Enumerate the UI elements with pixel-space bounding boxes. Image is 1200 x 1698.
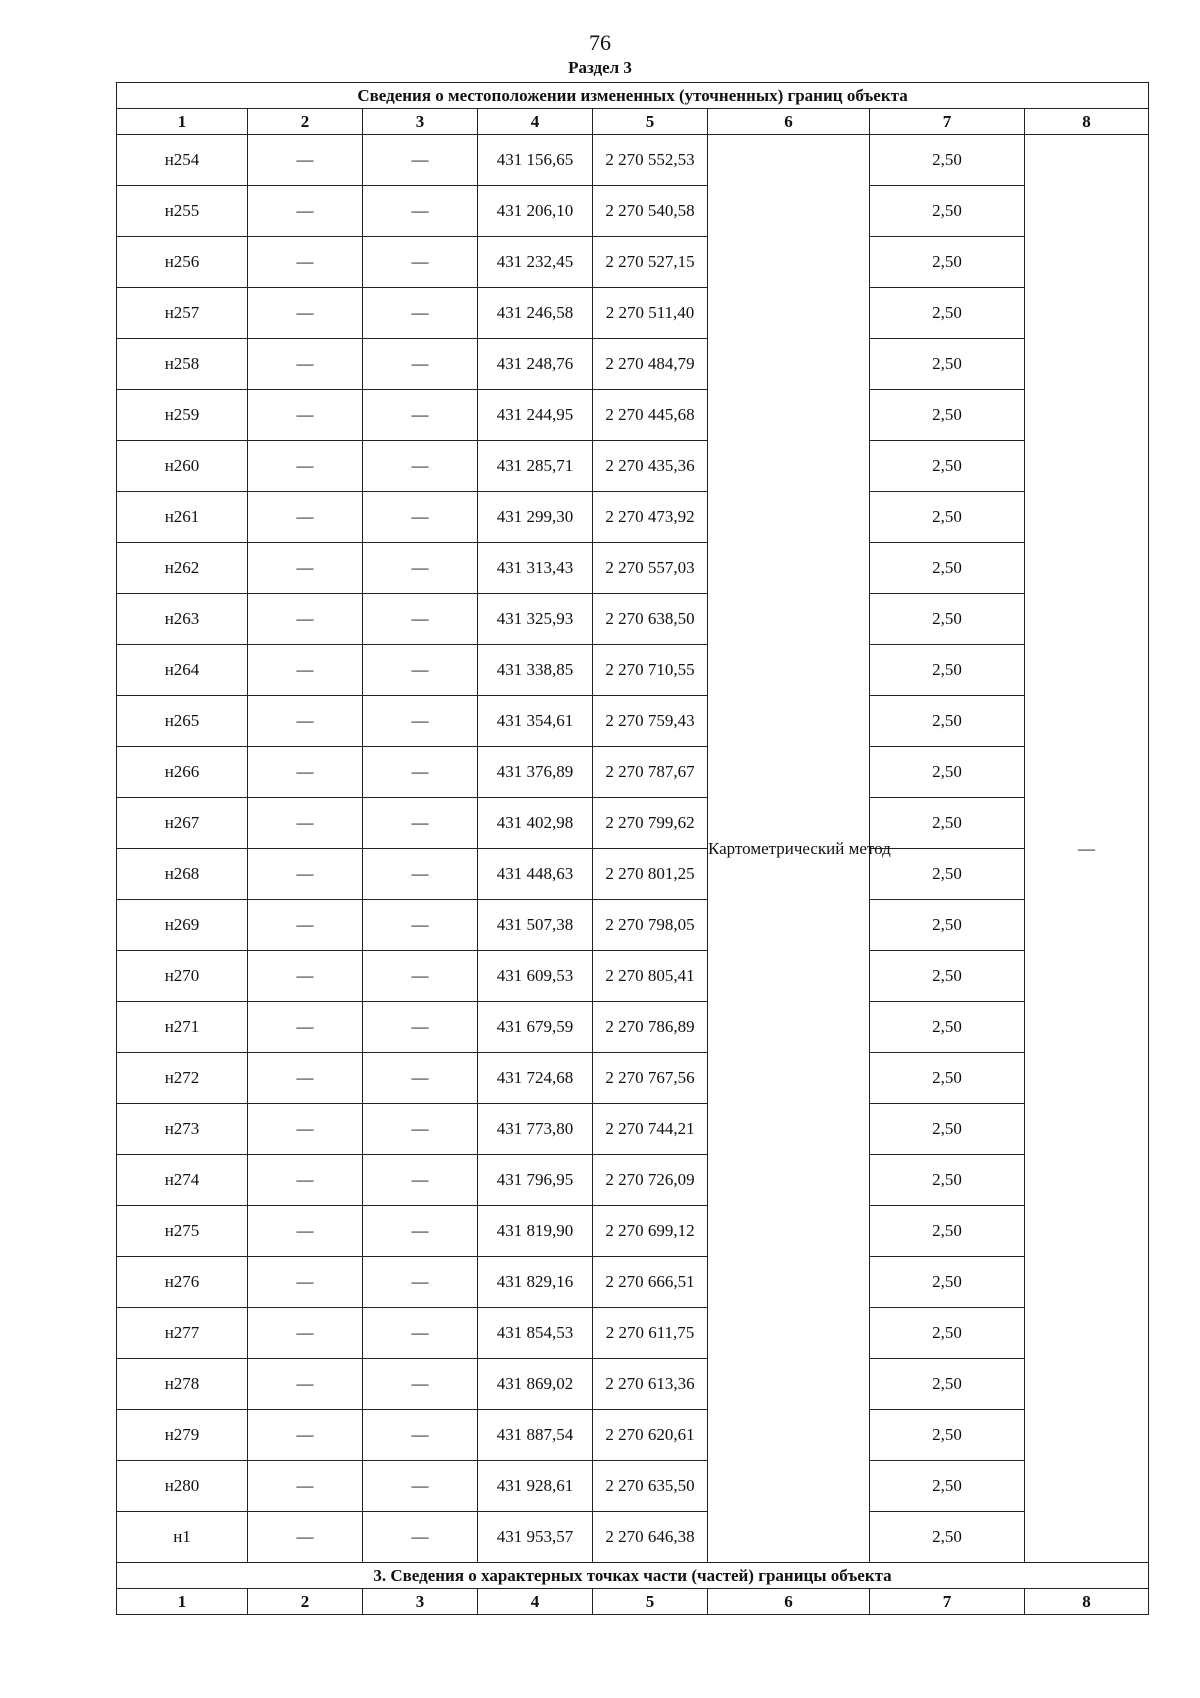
point-name-cell: н275 (117, 1206, 248, 1257)
precision-cell: 2,50 (870, 1104, 1025, 1155)
subsection-column-number-8: 8 (1025, 1589, 1149, 1615)
precision-cell: 2,50 (870, 849, 1025, 900)
column-3-cell: — (363, 1512, 478, 1563)
y-coordinate-cell: 2 270 646,38 (593, 1512, 708, 1563)
point-name-cell: н264 (117, 645, 248, 696)
column-2-cell: — (248, 1104, 363, 1155)
column-2-cell: — (248, 135, 363, 186)
column-2-cell: — (248, 645, 363, 696)
precision-cell: 2,50 (870, 1461, 1025, 1512)
point-name-cell: н257 (117, 288, 248, 339)
column-number-1: 1 (117, 109, 248, 135)
table-row (117, 1461, 1149, 1512)
column-2-cell: — (248, 186, 363, 237)
column-2-cell: — (248, 747, 363, 798)
x-coordinate-cell: 431 338,85 (478, 645, 593, 696)
y-coordinate-cell: 2 270 527,15 (593, 237, 708, 288)
column-2-cell: — (248, 798, 363, 849)
x-coordinate-cell: 431 609,53 (478, 951, 593, 1002)
column-3-cell: — (363, 1104, 478, 1155)
y-coordinate-cell: 2 270 801,25 (593, 849, 708, 900)
column-3-cell: — (363, 747, 478, 798)
point-name-cell: н1 (117, 1512, 248, 1563)
column-3-cell: — (363, 1359, 478, 1410)
column-3-cell: — (363, 1053, 478, 1104)
subsection-column-number-5: 5 (593, 1589, 708, 1615)
point-name-cell: н256 (117, 237, 248, 288)
precision-cell: 2,50 (870, 1206, 1025, 1257)
column-3-cell: — (363, 1206, 478, 1257)
column-3-cell: — (363, 594, 478, 645)
table-row (117, 186, 1149, 237)
table-row (117, 1512, 1149, 1563)
subsection-column-number-4: 4 (478, 1589, 593, 1615)
x-coordinate-cell: 431 325,93 (478, 594, 593, 645)
precision-cell: 2,50 (870, 1155, 1025, 1206)
point-name-cell: н254 (117, 135, 248, 186)
y-coordinate-cell: 2 270 620,61 (593, 1410, 708, 1461)
subsection-column-numbers-row (117, 1589, 1149, 1615)
point-name-cell: н279 (117, 1410, 248, 1461)
column-3-cell: — (363, 492, 478, 543)
table-row (117, 1002, 1149, 1053)
table-row (117, 492, 1149, 543)
precision-cell: 2,50 (870, 1359, 1025, 1410)
y-coordinate-cell: 2 270 484,79 (593, 339, 708, 390)
column-2-cell: — (248, 849, 363, 900)
x-coordinate-cell: 431 285,71 (478, 441, 593, 492)
column-2-cell: — (248, 1461, 363, 1512)
subsection-column-number-7: 7 (870, 1589, 1025, 1615)
point-name-cell: н260 (117, 441, 248, 492)
point-name-cell: н274 (117, 1155, 248, 1206)
precision-cell: 2,50 (870, 747, 1025, 798)
y-coordinate-cell: 2 270 799,62 (593, 798, 708, 849)
y-coordinate-cell: 2 270 613,36 (593, 1359, 708, 1410)
column-2-cell: — (248, 339, 363, 390)
column-3-cell: — (363, 543, 478, 594)
precision-cell: 2,50 (870, 288, 1025, 339)
y-coordinate-cell: 2 270 710,55 (593, 645, 708, 696)
point-name-cell: н266 (117, 747, 248, 798)
point-name-cell: н276 (117, 1257, 248, 1308)
precision-cell: 2,50 (870, 237, 1025, 288)
subsection-column-number-6: 6 (708, 1589, 870, 1615)
column-2-cell: — (248, 1206, 363, 1257)
point-name-cell: н265 (117, 696, 248, 747)
column-2-cell: — (248, 390, 363, 441)
column-3-cell: — (363, 390, 478, 441)
y-coordinate-cell: 2 270 786,89 (593, 1002, 708, 1053)
subsection-caption-row (117, 1563, 1149, 1589)
column-3-cell: — (363, 951, 478, 1002)
precision-cell: 2,50 (870, 1308, 1025, 1359)
precision-cell: 2,50 (870, 186, 1025, 237)
column-3-cell: — (363, 1257, 478, 1308)
x-coordinate-cell: 431 313,43 (478, 543, 593, 594)
point-name-cell: н261 (117, 492, 248, 543)
column-2-cell: — (248, 492, 363, 543)
precision-cell: 2,50 (870, 543, 1025, 594)
x-coordinate-cell: 431 819,90 (478, 1206, 593, 1257)
column-2-cell: — (248, 1308, 363, 1359)
column-2-cell: — (248, 1512, 363, 1563)
point-name-cell: н267 (117, 798, 248, 849)
y-coordinate-cell: 2 270 798,05 (593, 900, 708, 951)
x-coordinate-cell: 431 248,76 (478, 339, 593, 390)
point-name-cell: н277 (117, 1308, 248, 1359)
column-2-cell: — (248, 1410, 363, 1461)
x-coordinate-cell: 431 773,80 (478, 1104, 593, 1155)
table-caption: Сведения о местоположении измененных (уточненных) границ объекта (117, 83, 1149, 109)
y-coordinate-cell: 2 270 699,12 (593, 1206, 708, 1257)
point-name-cell: н258 (117, 339, 248, 390)
subsection-column-number-2: 2 (248, 1589, 363, 1615)
point-name-cell: н273 (117, 1104, 248, 1155)
column-number-4: 4 (478, 109, 593, 135)
x-coordinate-cell: 431 156,65 (478, 135, 593, 186)
x-coordinate-cell: 431 376,89 (478, 747, 593, 798)
column-number-7: 7 (870, 109, 1025, 135)
y-coordinate-cell: 2 270 744,21 (593, 1104, 708, 1155)
table-row (117, 1359, 1149, 1410)
precision-cell: 2,50 (870, 441, 1025, 492)
column-3-cell: — (363, 1155, 478, 1206)
point-name-cell: н255 (117, 186, 248, 237)
table-caption-row (117, 83, 1149, 109)
y-coordinate-cell: 2 270 473,92 (593, 492, 708, 543)
x-coordinate-cell: 431 354,61 (478, 696, 593, 747)
precision-cell: 2,50 (870, 339, 1025, 390)
column-numbers-row (117, 109, 1149, 135)
y-coordinate-cell: 2 270 635,50 (593, 1461, 708, 1512)
x-coordinate-cell: 431 724,68 (478, 1053, 593, 1104)
precision-cell: 2,50 (870, 1053, 1025, 1104)
y-coordinate-cell: 2 270 435,36 (593, 441, 708, 492)
point-name-cell: н271 (117, 1002, 248, 1053)
column-number-6: 6 (708, 109, 870, 135)
x-coordinate-cell: 431 928,61 (478, 1461, 593, 1512)
y-coordinate-cell: 2 270 805,41 (593, 951, 708, 1002)
column-3-cell: — (363, 135, 478, 186)
table-row (117, 543, 1149, 594)
y-coordinate-cell: 2 270 540,58 (593, 186, 708, 237)
table-row (117, 237, 1149, 288)
column-2-cell: — (248, 951, 363, 1002)
table-row (117, 696, 1149, 747)
column-2-cell: — (248, 594, 363, 645)
column-2-cell: — (248, 696, 363, 747)
x-coordinate-cell: 431 206,10 (478, 186, 593, 237)
subsection-column-number-1: 1 (117, 1589, 248, 1615)
x-coordinate-cell: 431 299,30 (478, 492, 593, 543)
column-3-cell: — (363, 288, 478, 339)
point-name-cell: н259 (117, 390, 248, 441)
precision-cell: 2,50 (870, 135, 1025, 186)
table-row (117, 747, 1149, 798)
x-coordinate-cell: 431 887,54 (478, 1410, 593, 1461)
point-name-cell: н262 (117, 543, 248, 594)
column-number-2: 2 (248, 109, 363, 135)
x-coordinate-cell: 431 953,57 (478, 1512, 593, 1563)
x-coordinate-cell: 431 679,59 (478, 1002, 593, 1053)
table-row (117, 798, 1149, 849)
table-row (117, 135, 1149, 186)
table-row (117, 849, 1149, 900)
y-coordinate-cell: 2 270 557,03 (593, 543, 708, 594)
column-2-cell: — (248, 288, 363, 339)
y-coordinate-cell: 2 270 611,75 (593, 1308, 708, 1359)
table-row (117, 1410, 1149, 1461)
table-row (117, 441, 1149, 492)
y-coordinate-cell: 2 270 511,40 (593, 288, 708, 339)
column-3-cell: — (363, 441, 478, 492)
table-row (117, 1257, 1149, 1308)
column-2-cell: — (248, 1002, 363, 1053)
column-3-cell: — (363, 798, 478, 849)
subsection-column-number-3: 3 (363, 1589, 478, 1615)
y-coordinate-cell: 2 270 759,43 (593, 696, 708, 747)
column-2-cell: — (248, 1053, 363, 1104)
precision-cell: 2,50 (870, 900, 1025, 951)
x-coordinate-cell: 431 246,58 (478, 288, 593, 339)
column-3-cell: — (363, 186, 478, 237)
y-coordinate-cell: 2 270 638,50 (593, 594, 708, 645)
precision-cell: 2,50 (870, 1512, 1025, 1563)
x-coordinate-cell: 431 869,02 (478, 1359, 593, 1410)
table-row (117, 1104, 1149, 1155)
table-row (117, 339, 1149, 390)
table-row (117, 1206, 1149, 1257)
table-row (117, 951, 1149, 1002)
column-3-cell: — (363, 1002, 478, 1053)
precision-cell: 2,50 (870, 1002, 1025, 1053)
table-row (117, 1155, 1149, 1206)
y-coordinate-cell: 2 270 552,53 (593, 135, 708, 186)
column-3-cell: — (363, 1461, 478, 1512)
table-row (117, 645, 1149, 696)
column-8-cell: — (1025, 135, 1149, 1563)
column-number-5: 5 (593, 109, 708, 135)
x-coordinate-cell: 431 507,38 (478, 900, 593, 951)
point-name-cell: н268 (117, 849, 248, 900)
precision-cell: 2,50 (870, 1257, 1025, 1308)
column-3-cell: — (363, 849, 478, 900)
x-coordinate-cell: 431 232,45 (478, 237, 593, 288)
column-2-cell: — (248, 441, 363, 492)
column-2-cell: — (248, 543, 363, 594)
column-number-3: 3 (363, 109, 478, 135)
x-coordinate-cell: 431 854,53 (478, 1308, 593, 1359)
column-3-cell: — (363, 1308, 478, 1359)
y-coordinate-cell: 2 270 445,68 (593, 390, 708, 441)
subsection-caption: 3. Сведения о характерных точках части (частей) границы объекта (117, 1563, 1149, 1589)
y-coordinate-cell: 2 270 726,09 (593, 1155, 708, 1206)
precision-cell: 2,50 (870, 696, 1025, 747)
table-row (117, 900, 1149, 951)
boundary-points-table (116, 82, 1149, 1615)
column-3-cell: — (363, 696, 478, 747)
column-number-8: 8 (1025, 109, 1149, 135)
section-title: Раздел 3 (568, 58, 632, 77)
precision-cell: 2,50 (870, 594, 1025, 645)
x-coordinate-cell: 431 448,63 (478, 849, 593, 900)
table-row (117, 594, 1149, 645)
column-2-cell: — (248, 1257, 363, 1308)
column-2-cell: — (248, 900, 363, 951)
y-coordinate-cell: 2 270 787,67 (593, 747, 708, 798)
column-3-cell: — (363, 339, 478, 390)
column-2-cell: — (248, 1359, 363, 1410)
precision-cell: 2,50 (870, 645, 1025, 696)
column-3-cell: — (363, 900, 478, 951)
table-body (117, 83, 1149, 1615)
x-coordinate-cell: 431 244,95 (478, 390, 593, 441)
point-name-cell: н272 (117, 1053, 248, 1104)
table-row (117, 1308, 1149, 1359)
precision-cell: 2,50 (870, 798, 1025, 849)
page-number: 76 (589, 30, 611, 55)
y-coordinate-cell: 2 270 666,51 (593, 1257, 708, 1308)
point-name-cell: н278 (117, 1359, 248, 1410)
point-name-cell: н269 (117, 900, 248, 951)
point-name-cell: н270 (117, 951, 248, 1002)
x-coordinate-cell: 431 829,16 (478, 1257, 593, 1308)
table-row (117, 390, 1149, 441)
column-3-cell: — (363, 237, 478, 288)
point-name-cell: н280 (117, 1461, 248, 1512)
x-coordinate-cell: 431 402,98 (478, 798, 593, 849)
method-cell: Картометрический метод (708, 135, 870, 1563)
column-2-cell: — (248, 1155, 363, 1206)
precision-cell: 2,50 (870, 951, 1025, 1002)
precision-cell: 2,50 (870, 1410, 1025, 1461)
table-row (117, 1053, 1149, 1104)
y-coordinate-cell: 2 270 767,56 (593, 1053, 708, 1104)
precision-cell: 2,50 (870, 492, 1025, 543)
x-coordinate-cell: 431 796,95 (478, 1155, 593, 1206)
point-name-cell: н263 (117, 594, 248, 645)
table-row (117, 288, 1149, 339)
column-3-cell: — (363, 1410, 478, 1461)
column-2-cell: — (248, 237, 363, 288)
precision-cell: 2,50 (870, 390, 1025, 441)
column-3-cell: — (363, 645, 478, 696)
